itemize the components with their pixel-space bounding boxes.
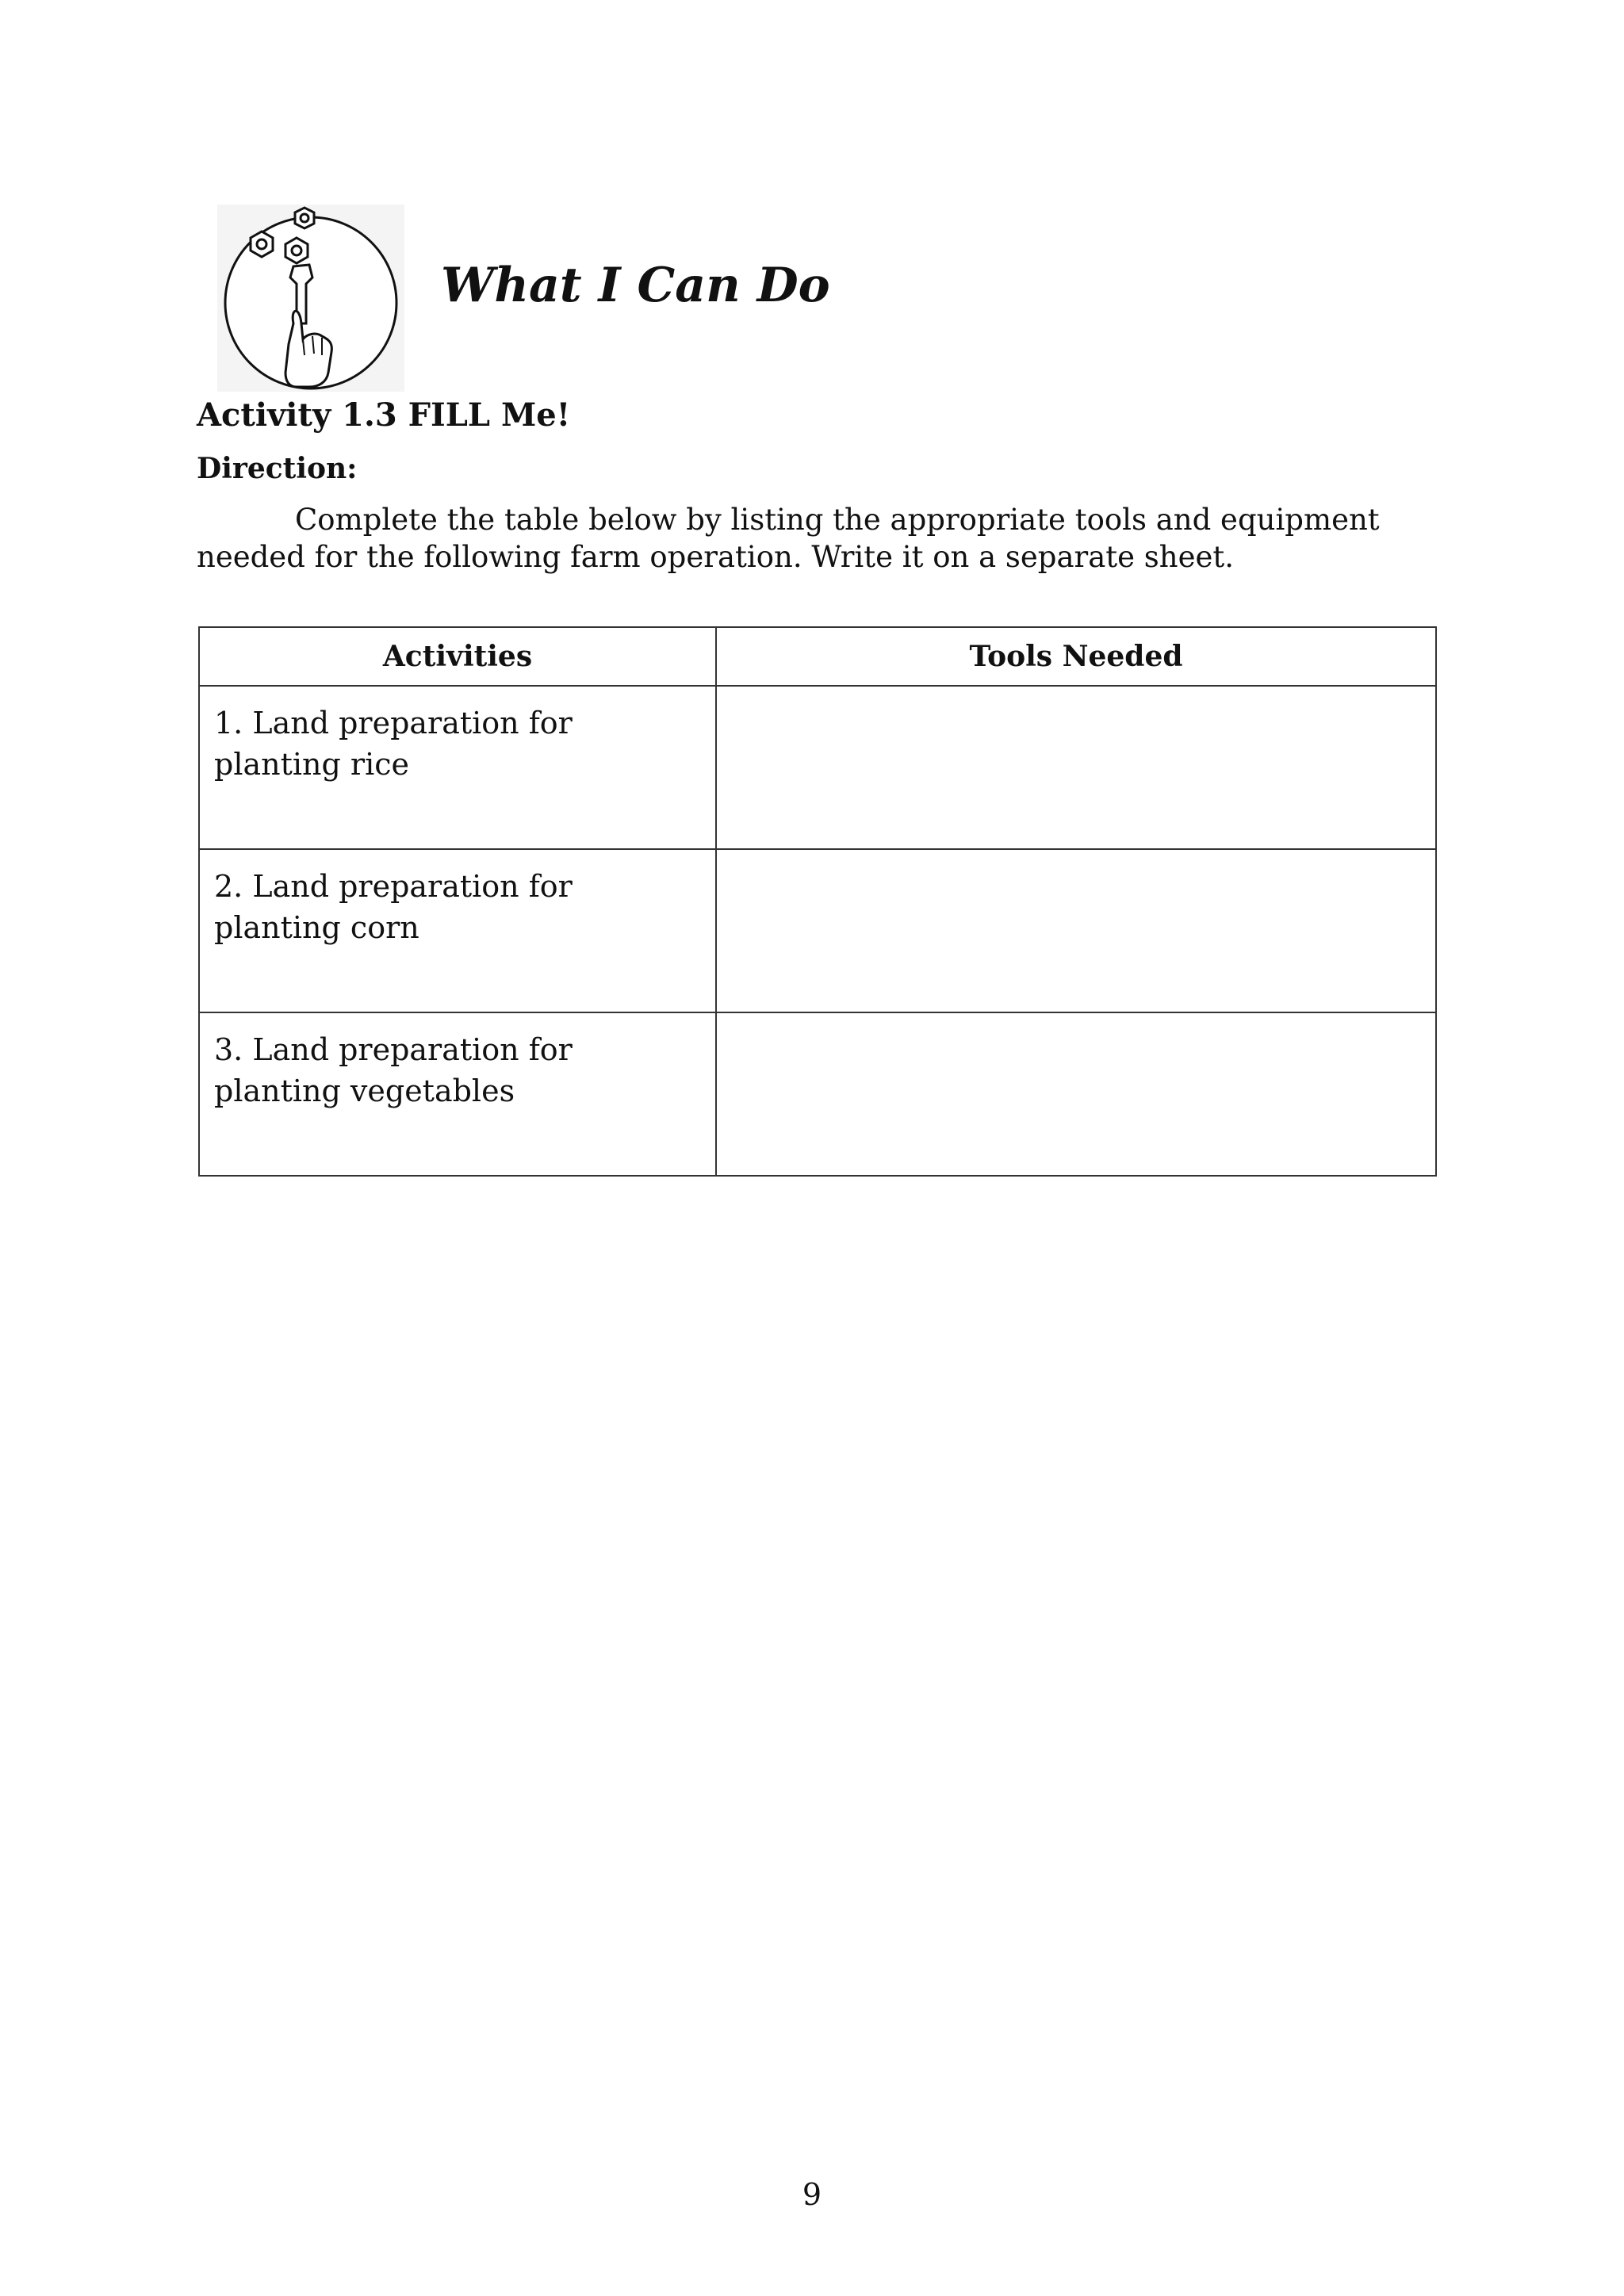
- tools-cell[interactable]: [716, 686, 1436, 849]
- activity-cell: 2. Land preparation for planting corn: [199, 849, 716, 1012]
- tools-cell[interactable]: [716, 849, 1436, 1012]
- header-tools-needed: Tools Needed: [716, 627, 1436, 686]
- page-number: 9: [802, 2177, 822, 2212]
- table-row: [199, 1012, 1436, 1176]
- header-activities: Activities: [199, 627, 716, 686]
- tools-cell[interactable]: [716, 1012, 1436, 1176]
- direction-label: Direction:: [197, 452, 358, 485]
- fill-table: [198, 626, 1437, 1177]
- activity-cell: 1. Land preparation for planting rice: [199, 686, 716, 849]
- table-row: [199, 849, 1436, 1012]
- activity-cell: 3. Land preparation for planting vegetables: [199, 1012, 716, 1176]
- wrench-hand-icon: [217, 205, 404, 392]
- table-row: [199, 686, 1436, 849]
- table-header-row: [199, 627, 1436, 686]
- direction-text: Complete the table below by listing the appropriate tools and equipment needed for the following farm operation. Write it on a separate sheet.: [197, 503, 1380, 574]
- section-title: What I Can Do: [441, 258, 830, 313]
- activity-title: Activity 1.3 FILL Me!: [197, 396, 571, 434]
